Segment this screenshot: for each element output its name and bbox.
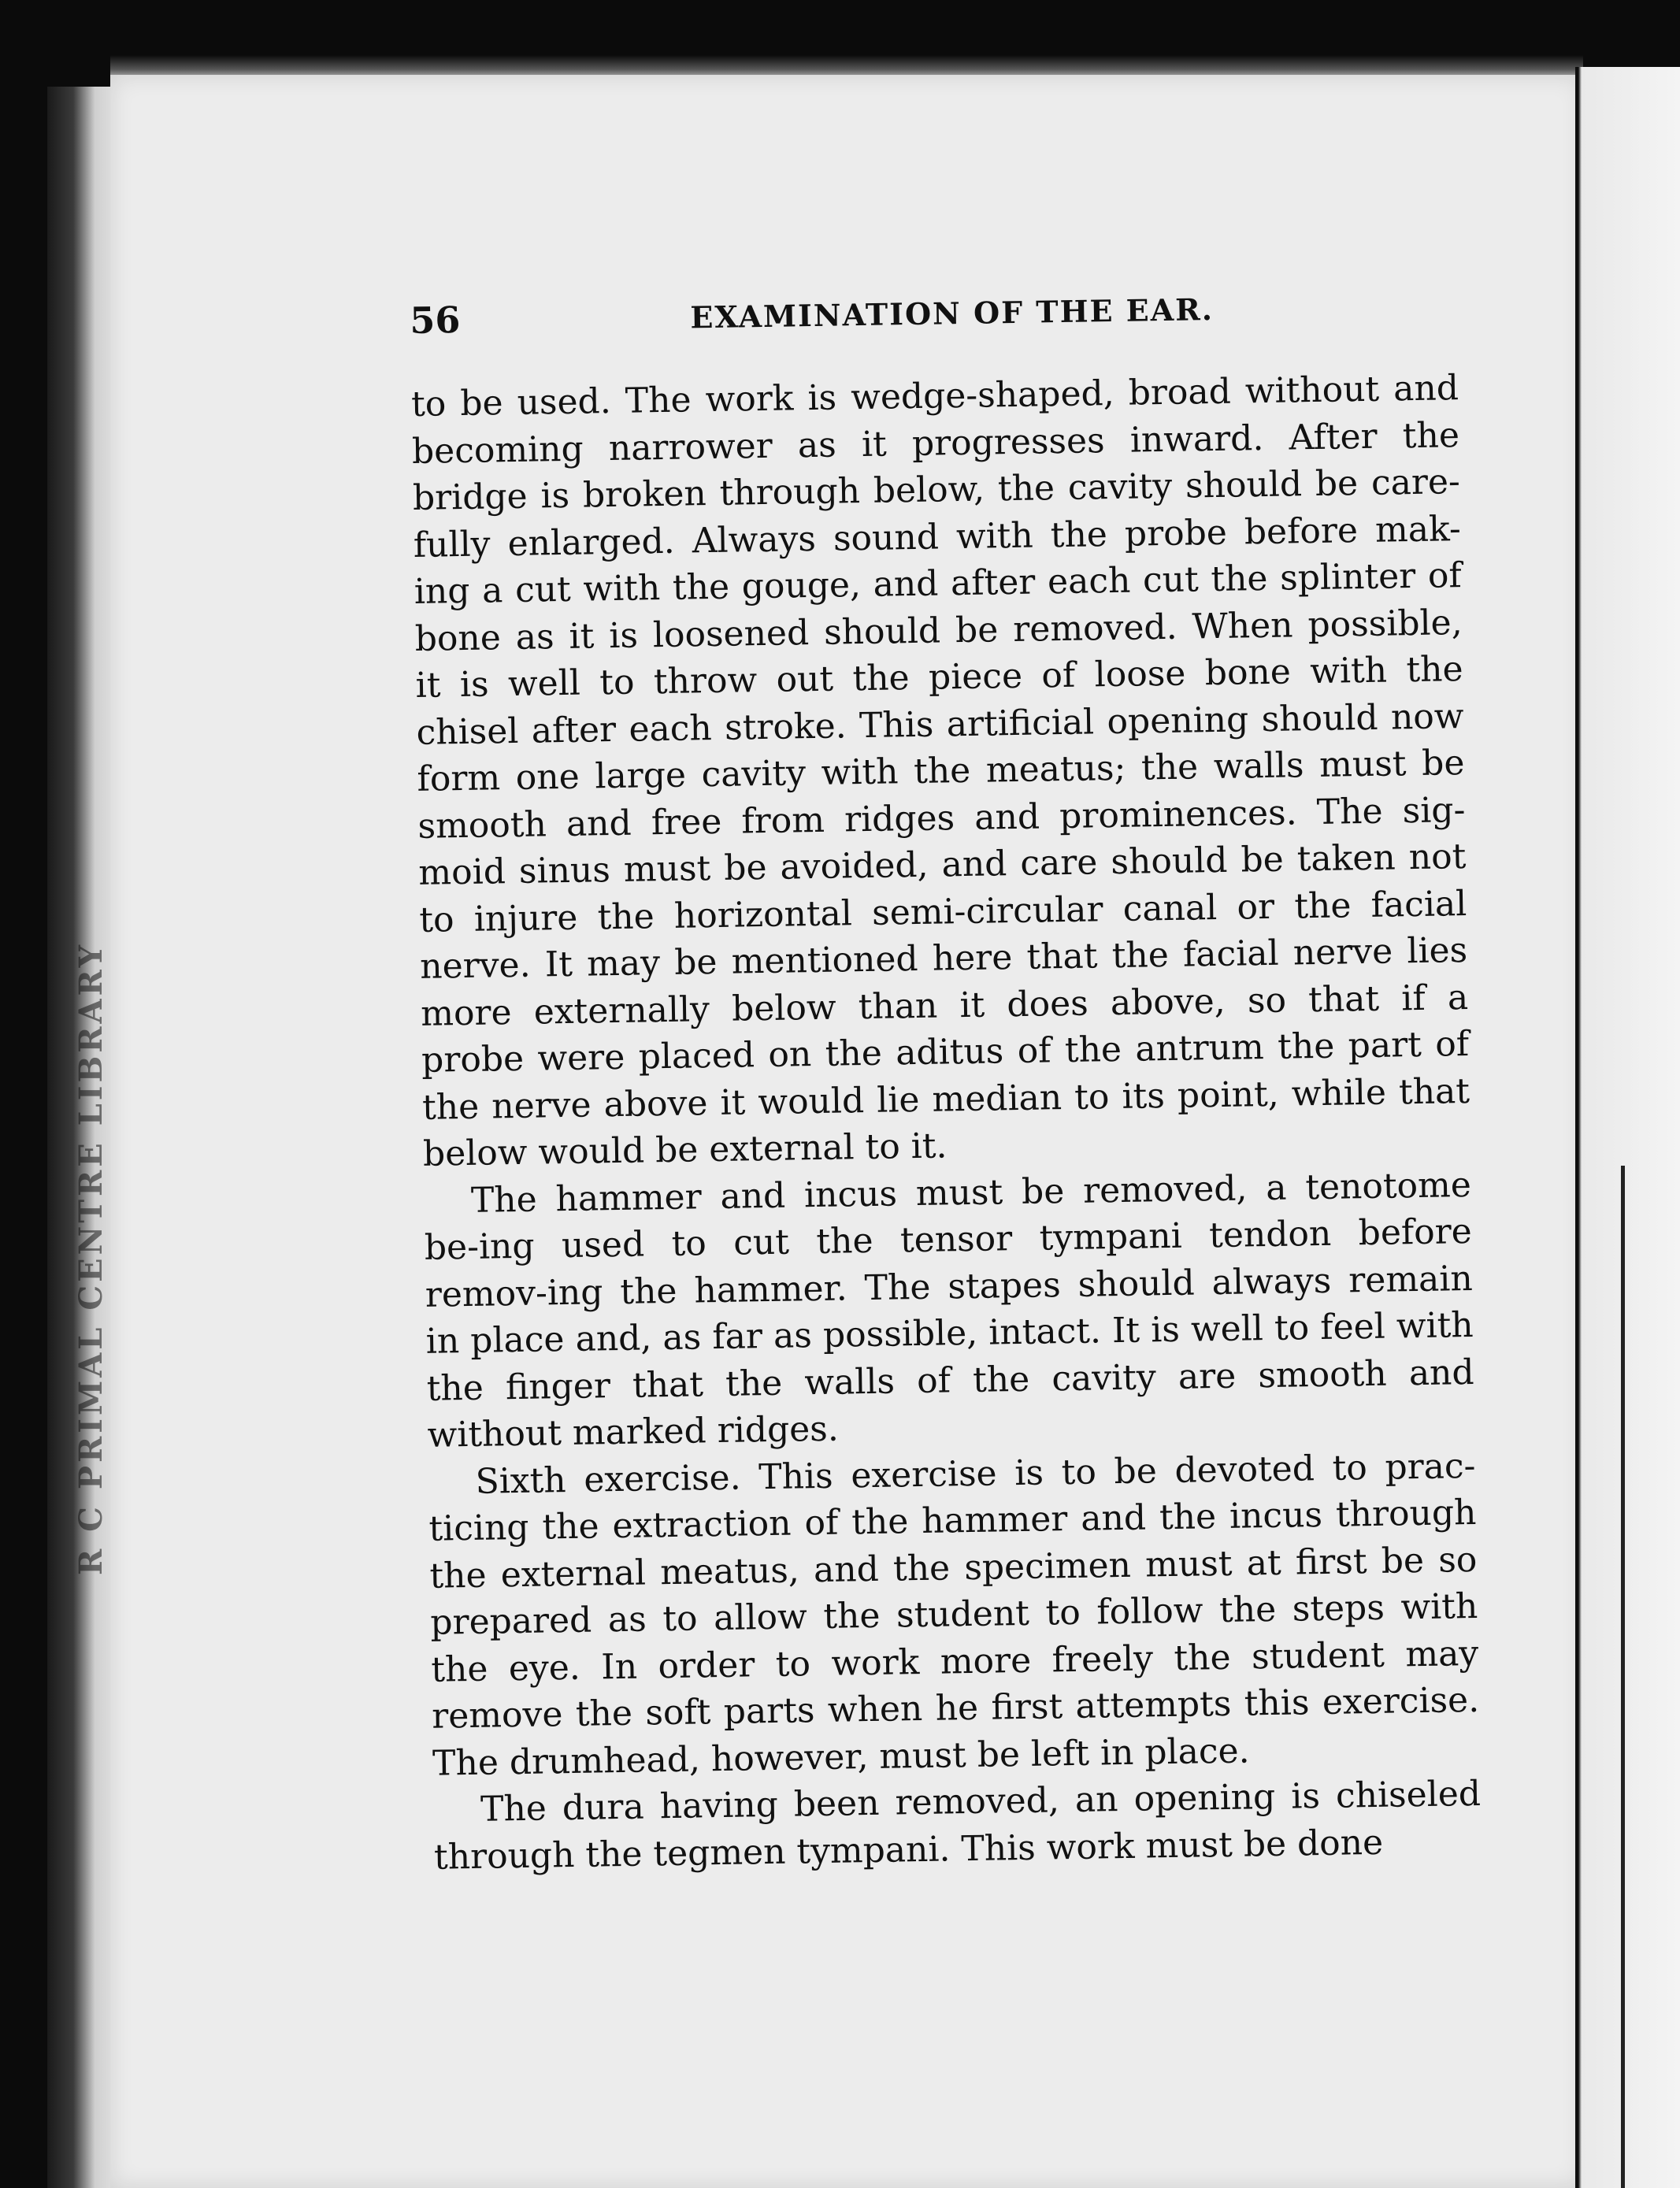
binding-stamp-text: R C PRIMAL CENTRE LIBRARY: [72, 941, 109, 1575]
paragraph: The hammer and incus must be removed, a tenotome be-ing used to cut the tensor tympani tendon before remov-ing the hammer. The stapes should always remain in place and, as far as possible, intact. It is well to feel with the finger that the walls of the cavity are smooth and without marked ridges.: [424, 1164, 1474, 1456]
paragraph: to be used. The work is wedge-shaped, broad without and becoming narrower as it progresses inward. After the bridge is broken through below, the cavity should be care-fully enlarged. Always sound with the probe before mak-ing a cut with the gouge, and after each cut the splinter of bone as it is loosened should be removed. When possible, it is well to throw out the piece of loose bone with the chisel after each stroke. This artificial opening should now form one large cavity with the meatus; the walls must be smooth and free from ridges and prominences. The sig-moid sinus must be avoided, and care should be taken not to injure the horizontal semi-circular canal or the facial nerve. It may be mentioned here that the facial nerve lies more externally below than it does above, so that if a probe were placed on the aditus of the antrum the part of the nerve above it would lie median to its point, while that below would be external to it.: [410, 368, 1470, 1174]
body-text: [411, 365, 1482, 1881]
page-number: 56: [410, 298, 461, 342]
paragraph: Sixth exercise. This exercise is to be devoted to prac-ticing the extraction of the hammer and the incus through the external meatus, and the specimen must at first be so prepared as to allow the student to follow the steps with the eye. In order to work more freely the student may remove the soft parts when he first attempts this exercise. The drumhead, however, must be left in place.: [428, 1445, 1480, 1784]
facing-page-edge: [1575, 67, 1680, 2188]
facing-page-rule: [1621, 1166, 1625, 2188]
paragraph: The dura having been removed, an opening is chiseled through the tegmen tympani. This work must be done: [433, 1773, 1482, 1878]
running-title: EXAMINATION OF THE EAR.: [690, 291, 1215, 336]
page-content: [410, 283, 1482, 1881]
